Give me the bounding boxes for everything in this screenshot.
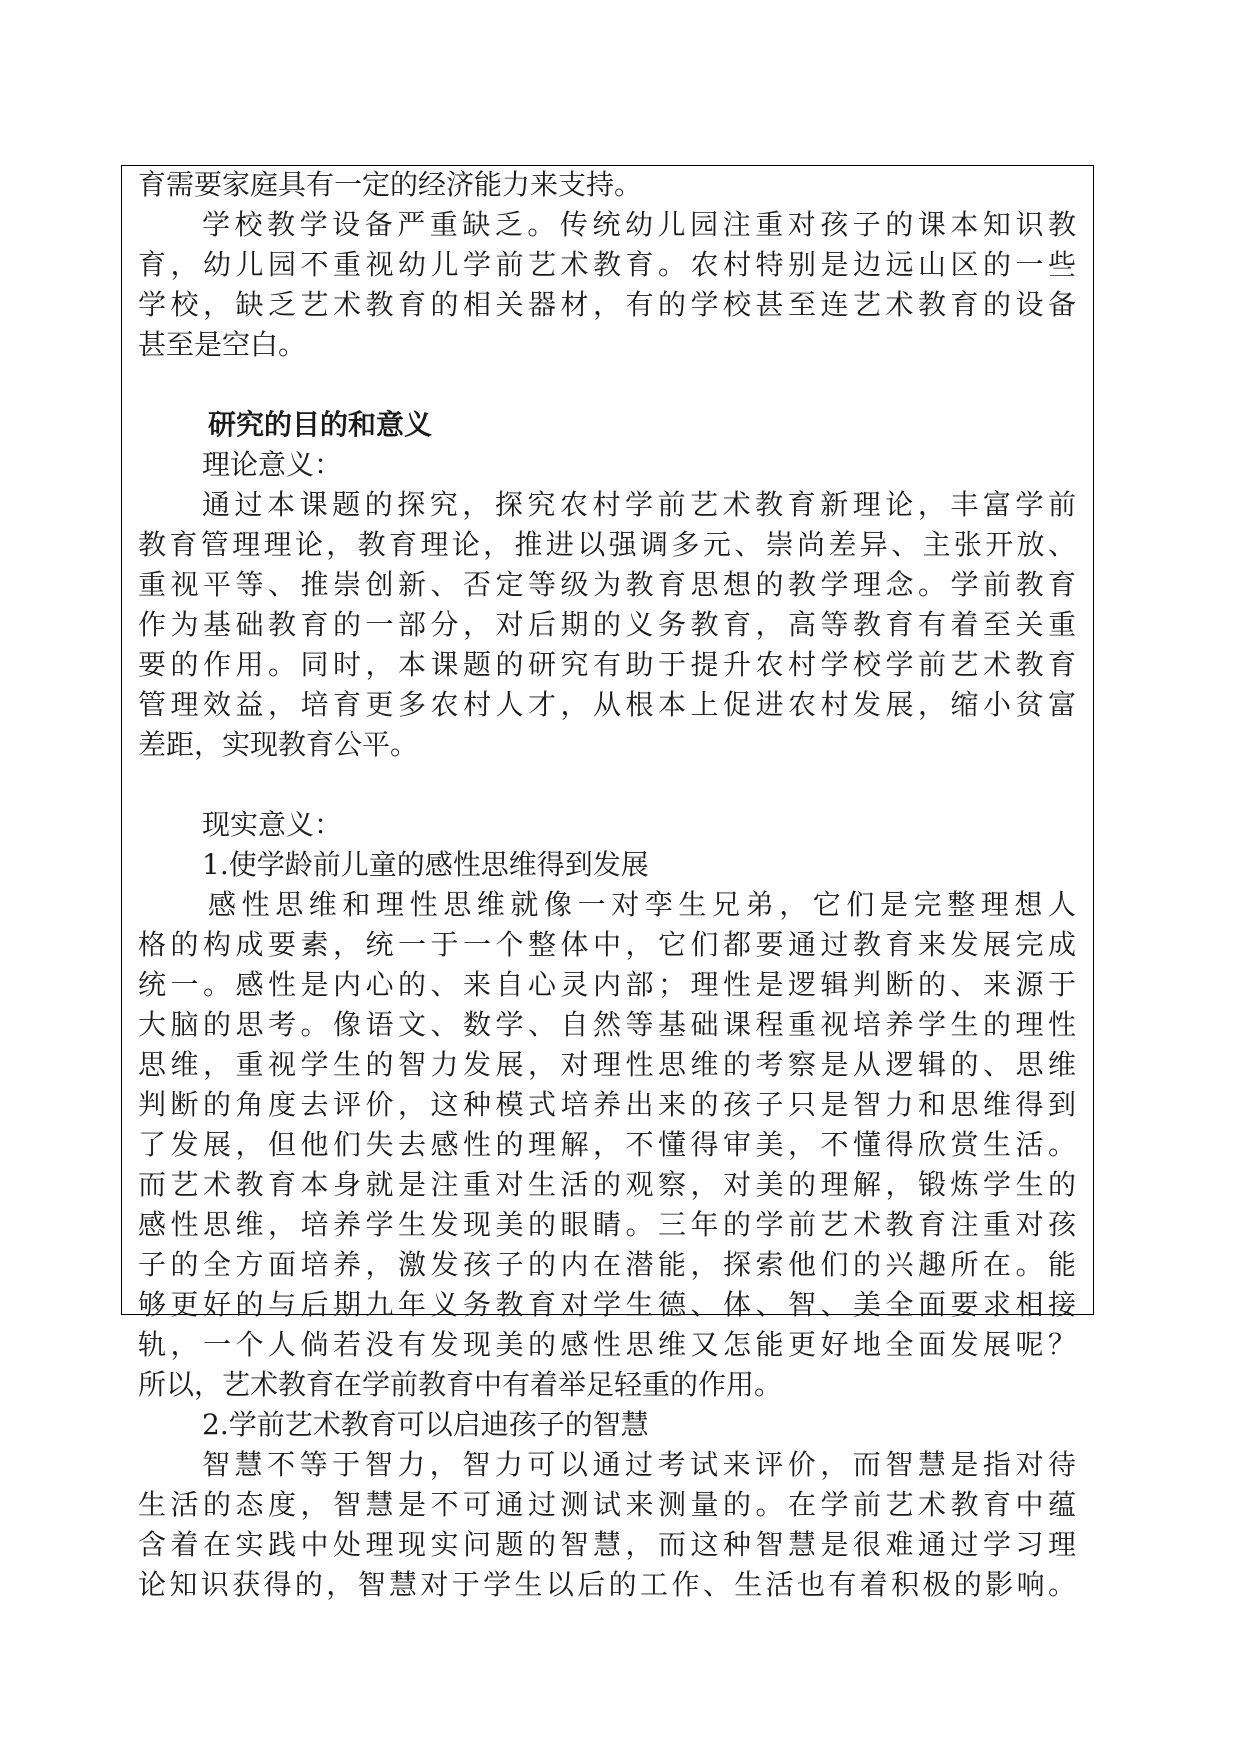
text-line: 感性思维和理性思维就像一对孪生兄弟，它们是完整理想人	[208, 888, 1076, 921]
text-line: 而艺术教育本身就是注重对生活的观察，对美的理解，锻炼学生的	[138, 1168, 1076, 1201]
text-line: 智慧不等于智力，智力可以通过考试来评价，而智慧是指对待	[202, 1448, 1076, 1481]
text-line: 够更好的与后期九年义务教育对学生德、体、智、美全面要求相接	[138, 1288, 1076, 1321]
text-line: 差距，实现教育公平。	[138, 728, 419, 761]
blank-line	[138, 765, 1076, 805]
text-line: 育需要家庭具有一定的经济能力来支持。	[138, 168, 643, 201]
text-line: 通过本课题的探究，探究农村学前艺术教育新理论，丰富学前	[202, 488, 1076, 521]
text-line: 轨，一个人倘若没有发现美的感性思维又怎能更好地全面发展呢？	[138, 1328, 1076, 1361]
text-line: 感性思维，培养学生发现美的眼睛。三年的学前艺术教育注重对孩	[138, 1208, 1076, 1241]
text-line: 论知识获得的，智慧对于学生以后的工作、生活也有着积极的影响。	[138, 1568, 1076, 1601]
text-line: 格的构成要素，统一于一个整体中，它们都要通过教育来发展完成	[138, 928, 1076, 961]
list-item-heading: 2.学前艺术教育可以启迪孩子的智慧	[202, 1408, 649, 1441]
blank-line	[138, 365, 1076, 405]
text-line: 作为基础教育的一部分，对后期的义务教育，高等教育有着至关重	[138, 608, 1076, 641]
text-line: 育，幼儿园不重视幼儿学前艺术教育。农村特别是边远山区的一些	[138, 248, 1076, 281]
text-line: 要的作用。同时，本课题的研究有助于提升农村学校学前艺术教育	[138, 648, 1076, 681]
text-line: 生活的态度，智慧是不可通过测试来测量的。在学前艺术教育中蕴	[138, 1488, 1076, 1521]
text-line: 学校教学设备严重缺乏。传统幼儿园注重对孩子的课本知识教	[202, 208, 1076, 241]
subsection-label: 现实意义：	[202, 808, 343, 841]
section-heading: 研究的目的和意义	[208, 408, 433, 441]
text-line: 子的全方面培养，激发孩子的内在潜能，探索他们的兴趣所在。能	[138, 1248, 1076, 1281]
text-line: 判断的角度去评价，这种模式培养出来的孩子只是智力和思维得到	[138, 1088, 1076, 1121]
text-line: 学校，缺乏艺术教育的相关器材，有的学校甚至连艺术教育的设备	[138, 288, 1076, 321]
text-line: 统一。感性是内心的、来自心灵内部；理性是逻辑判断的、来源于	[138, 968, 1076, 1001]
document-body	[138, 165, 1076, 1605]
text-line: 重视平等、推崇创新、否定等级为教育思想的教学理念。学前教育	[138, 568, 1076, 601]
text-line: 管理效益，培育更多农村人才，从根本上促进农村发展，缩小贫富	[138, 688, 1076, 721]
text-line: 大脑的思考。像语文、数学、自然等基础课程重视培养学生的理性	[138, 1008, 1076, 1041]
text-line: 了发展，但他们失去感性的理解，不懂得审美，不懂得欣赏生活。	[138, 1128, 1076, 1161]
text-line: 含着在实践中处理现实问题的智慧，而这种智慧是很难通过学习理	[138, 1528, 1076, 1561]
text-line: 思维，重视学生的智力发展，对理性思维的考察是从逻辑的、思维	[138, 1048, 1076, 1081]
text-line: 甚至是空白。	[138, 328, 307, 361]
subsection-label: 理论意义：	[202, 448, 343, 481]
text-line: 所以，艺术教育在学前教育中有着举足轻重的作用。	[138, 1368, 783, 1401]
text-line: 教育管理理论，教育理论，推进以强调多元、崇尚差异、主张开放、	[138, 528, 1076, 561]
list-item-heading: 1.使学龄前儿童的感性思维得到发展	[202, 848, 649, 881]
